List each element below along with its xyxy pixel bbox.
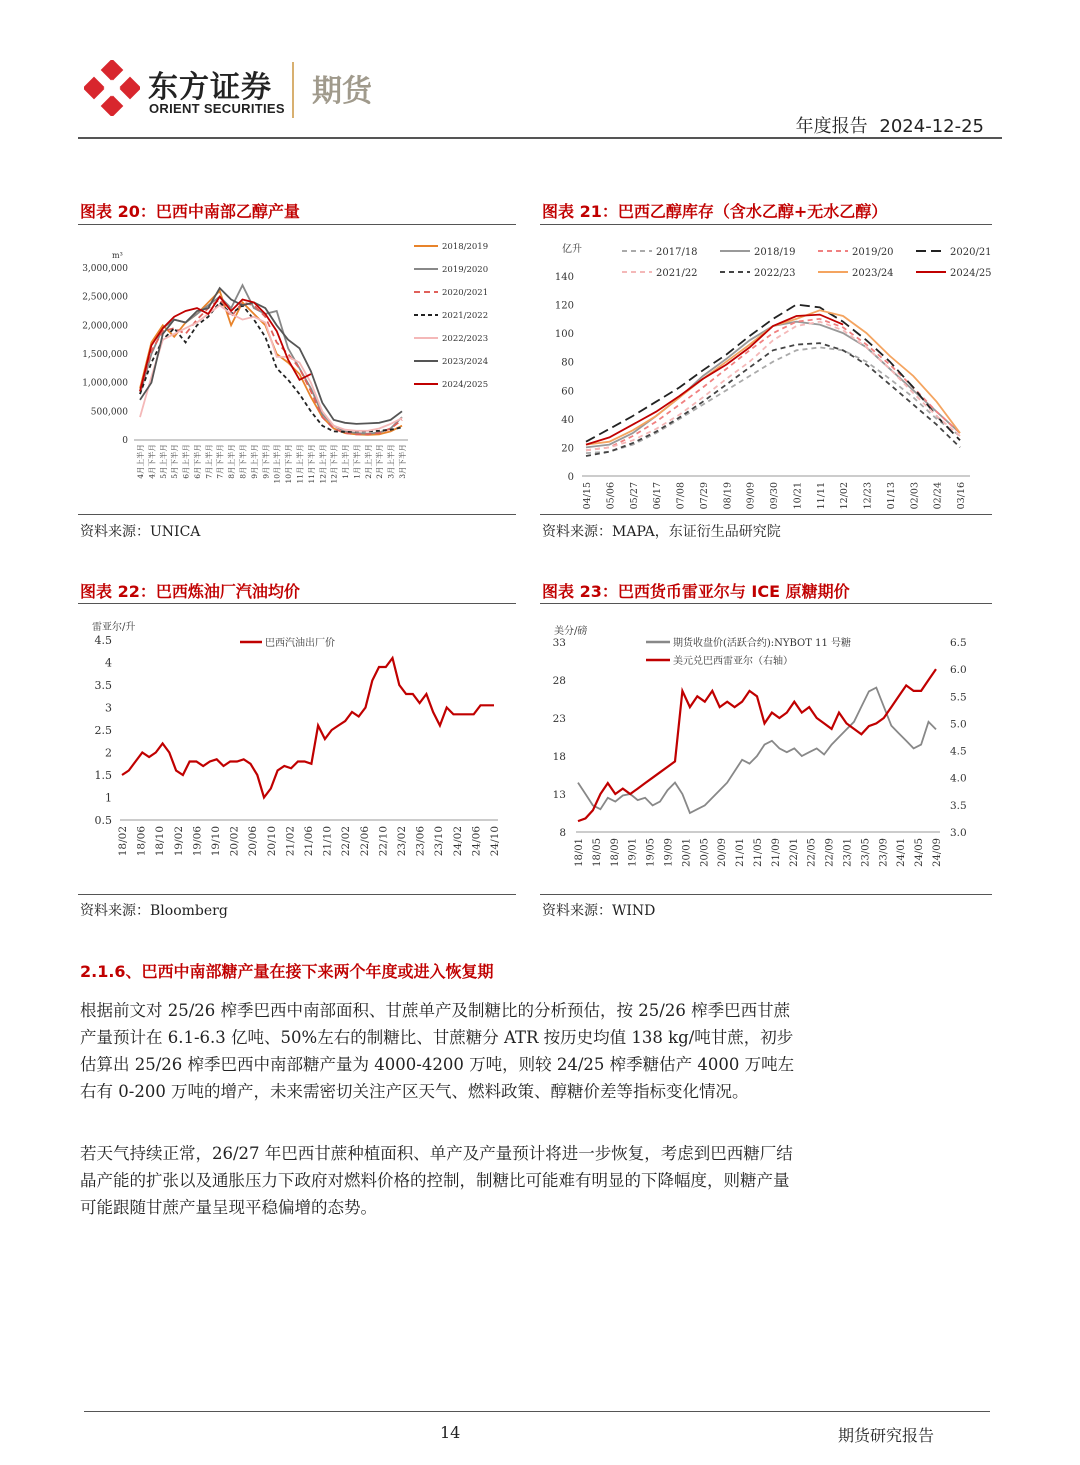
fig23-ytick-left: 33: [552, 637, 566, 649]
fig22-bottom-rule: [78, 894, 516, 895]
fig23-ytick-right: 6.5: [950, 637, 967, 649]
fig23-series-line: [578, 669, 936, 821]
fig21-ytick: 80: [561, 357, 574, 369]
fig23-legend-label: 期货收盘价(活跃合约):NYBOT 11 号糖: [673, 638, 852, 649]
fig22-xtick: 19/02: [172, 826, 185, 857]
report-date: 2024-12-25: [879, 116, 984, 137]
fig22-ytick: 2: [105, 746, 112, 760]
fig22-source: 资料来源：Bloomberg: [80, 903, 228, 919]
fig21-ytick: 40: [561, 414, 574, 426]
fig21-xtick: 10/21: [792, 482, 804, 510]
fig20-series-line: [140, 288, 402, 424]
fig23-unit-label: 美分/磅: [554, 626, 588, 637]
fig22-series-line: [122, 658, 494, 798]
fig21-xtick: 04/15: [582, 482, 593, 510]
fig23-xtick: 21/09: [770, 838, 782, 867]
header-rule: [78, 137, 1002, 139]
fig20-xtick: 11月下半月: [306, 444, 316, 484]
fig23-ytick-left: 8: [559, 827, 566, 839]
fig20-xtick: 7月上半月: [204, 444, 214, 479]
fig21-chart: [540, 228, 992, 510]
fig20-xtick: 8月上半月: [227, 444, 237, 479]
fig21-ytick: 140: [554, 272, 574, 283]
fig22-xtick: 22/06: [358, 826, 371, 857]
fig21-legend-label: 2021/22: [656, 268, 698, 279]
fig20-xtick: 12月上半月: [318, 444, 328, 484]
fig21-ytick: 20: [561, 443, 574, 455]
paragraph-1: 根据前文对 25/26 榨季巴西中南部面积、甘蔗单产及制糖比的分析预估，按 25/26 榨季巴西甘蔗产量预计在 6.1-6.3 亿吨、50%左右的制糖比、甘蔗糖分 ATR 按历史均值 138 kg/吨甘蔗，初步估算出 25/26 榨季巴西中南部糖产量为 4000-4200 万吨，则较 24/25 榨季糖估产 4000 万吨左右有 0-200 万吨的增产，未来需密切关注产区天气、燃料政策、醇糖价差等指标变化情况。: [80, 1001, 795, 1101]
fig20-series-line: [140, 285, 402, 434]
fig20-legend-label: 2021/2022: [442, 311, 489, 321]
fig23-chart: [540, 608, 992, 890]
fig20-xtick: 10月下半月: [284, 444, 294, 484]
fig20-xtick: 12月下半月: [329, 444, 339, 484]
fig20-xtick: 3月下半月: [398, 444, 407, 479]
fig22-xtick: 22/02: [340, 826, 353, 857]
fig22-xtick: 19/06: [191, 826, 204, 857]
fig22-ytick: 1.5: [94, 769, 112, 782]
fig21-legend-label: 2024/25: [950, 268, 992, 279]
fig20-xtick: 2月上半月: [363, 444, 373, 479]
fig23-bottom-rule: [540, 894, 992, 895]
fig22-xtick: 20/06: [247, 826, 260, 857]
fig21-xtick: 02/24: [932, 482, 944, 510]
fig23-xtick: 22/05: [806, 838, 818, 867]
fig23-xtick: 24/01: [896, 838, 908, 867]
fig22-xtick: 18/10: [154, 826, 167, 857]
fig20-xtick: 5月下半月: [170, 444, 180, 479]
fig20-legend-label: 2018/2019: [442, 242, 489, 252]
fig22-xtick: 21/02: [284, 826, 297, 857]
fig22-xtick: 23/10: [433, 826, 446, 857]
fig22-ytick: 4.5: [94, 634, 112, 647]
fig22-ytick: 0.5: [94, 814, 112, 827]
fig21-xtick: 05/06: [605, 482, 617, 510]
fig22-chart: [78, 608, 516, 890]
fig23-ytick-right: 4.0: [950, 772, 967, 785]
fig22-xtick: 23/06: [414, 826, 427, 857]
brand-sub: 期货: [312, 74, 372, 109]
fig20-bottom-rule: [78, 514, 516, 515]
section-title: 2.1.6、巴西中南部糖产量在接下来两个年度或进入恢复期: [80, 962, 494, 981]
fig21-legend-label: 2022/23: [754, 268, 796, 279]
fig23-ytick-right: 4.5: [950, 745, 967, 758]
fig22-xtick: 24/02: [451, 826, 464, 857]
fig23-xtick: 23/01: [842, 838, 854, 867]
fig23-xtick: 21/05: [753, 838, 764, 867]
fig23-ytick-right: 3.0: [950, 827, 967, 839]
fig23-xtick: 24/05: [914, 838, 926, 867]
fig23-title: 图表 23：巴西货币雷亚尔与 ICE 原糖期价: [542, 582, 850, 601]
fig21-xtick: 08/19: [722, 482, 734, 510]
fig20-xtick: 1月下半月: [352, 444, 362, 479]
fig21-series-line: [586, 315, 843, 445]
fig21-title: 图表 21：巴西乙醇库存（含水乙醇+无水乙醇）: [542, 202, 888, 221]
fig20-legend-label: 2019/2020: [442, 265, 489, 275]
fig23-ytick-left: 23: [552, 713, 566, 725]
fig20-legend-label: 2024/2025: [442, 380, 489, 390]
fig21-xtick: 02/03: [909, 482, 921, 510]
fig23-ytick-left: 18: [552, 751, 566, 763]
fig22-ytick: 1: [105, 791, 112, 805]
fig21-xtick: 09/30: [769, 482, 780, 510]
fig21-xtick: 06/17: [652, 482, 664, 510]
fig21-xtick: 09/09: [745, 482, 757, 510]
fig20-xtick: 6月下半月: [192, 444, 202, 479]
fig23-ytick-left: 28: [552, 675, 566, 687]
fig20-legend-label: 2023/2024: [442, 357, 489, 367]
fig21-legend-label: 2023/24: [852, 268, 894, 279]
fig20-title: 图表 20：巴西中南部乙醇产量: [80, 202, 300, 221]
fig23-xtick: 18/01: [574, 838, 585, 867]
fig20-xtick: 8月下半月: [238, 444, 248, 479]
logo-divider: [292, 62, 294, 118]
fig23-xtick: 22/09: [824, 838, 836, 867]
fig21-ytick: 100: [554, 329, 574, 341]
fig20-ytick: 500,000: [90, 407, 128, 418]
fig23-xtick: 19/01: [627, 838, 639, 867]
fig22-xtick: 21/06: [303, 826, 315, 857]
fig20-ytick: 0: [122, 436, 128, 446]
orient-securities-logo-icon: [84, 60, 140, 116]
fig21-ytick: 60: [561, 386, 574, 398]
fig21-legend-label: 2019/20: [852, 247, 894, 258]
fig21-xtick: 03/16: [956, 482, 967, 510]
fig20-xtick: 4月下半月: [147, 444, 157, 479]
fig22-xtick: 24/10: [489, 826, 501, 857]
fig23-source: 资料来源：WIND: [542, 903, 656, 919]
fig21-xtick: 12/23: [862, 482, 874, 510]
fig22-xtick: 23/02: [396, 826, 408, 857]
fig20-ytick: 2,000,000: [82, 321, 128, 332]
footer-rule: [84, 1411, 990, 1412]
fig23-xtick: 19/05: [645, 838, 657, 867]
fig20-ytick: 2,500,000: [82, 292, 128, 303]
fig22-top-rule: [78, 603, 516, 604]
fig20-xtick: 1月上半月: [341, 444, 351, 479]
fig23-xtick: 23/09: [878, 838, 890, 867]
fig21-legend-label: 2018/19: [754, 247, 796, 258]
fig21-series-line: [586, 347, 960, 453]
fig21-series-line: [586, 310, 960, 444]
fig23-ytick-right: 3.5: [950, 799, 967, 812]
fig20-xtick: 4月上半月: [136, 444, 145, 479]
report-meta: [796, 112, 984, 138]
fig20-ytick: 3,000,000: [82, 264, 128, 274]
fig23-ytick-right: 5.5: [950, 691, 967, 704]
fig21-xtick: 12/02: [839, 482, 851, 510]
fig20-unit-label: m³: [112, 251, 123, 260]
fig23-xtick: 22/01: [788, 838, 800, 867]
fig22-xtick: 20/02: [228, 826, 241, 857]
fig20-chart: [78, 228, 516, 510]
page-number: 14: [440, 1423, 461, 1442]
fig21-top-rule: [540, 224, 992, 225]
fig21-ytick: 0: [567, 472, 574, 483]
fig20-ytick: 1,000,000: [82, 378, 128, 389]
fig20-legend-label: 2020/2021: [442, 288, 489, 298]
fig21-xtick: 07/08: [675, 482, 687, 510]
fig22-ytick: 2.5: [94, 724, 112, 737]
fig22-xtick: 24/06: [470, 826, 483, 857]
fig21-xtick: 11/11: [815, 482, 827, 510]
fig22-xtick: 21/10: [321, 826, 334, 857]
fig21-xtick: 05/27: [628, 482, 640, 510]
fig22-xtick: 18/06: [135, 826, 148, 857]
fig20-xtick: 7月下半月: [215, 444, 225, 479]
fig21-xtick: 01/13: [885, 482, 897, 510]
fig21-series-line: [586, 322, 960, 451]
fig22-legend-label: 巴西汽油出厂价: [265, 638, 335, 649]
fig23-xtick: 23/05: [860, 838, 872, 867]
fig23-xtick: 18/05: [591, 838, 603, 867]
fig22-title: 图表 22：巴西炼油厂汽油均价: [80, 582, 300, 601]
fig23-xtick: 21/01: [735, 838, 747, 867]
fig23-xtick: 18/09: [609, 838, 621, 867]
fig22-ytick: 3: [105, 701, 112, 715]
fig23-xtick: 20/05: [699, 838, 711, 867]
fig20-xtick: 9月上半月: [249, 444, 259, 479]
fig20-xtick: 10月上半月: [272, 444, 282, 484]
fig20-ytick: 1,500,000: [82, 350, 128, 360]
fig20-legend-label: 2022/2023: [442, 334, 489, 344]
fig23-xtick: 20/01: [681, 838, 693, 867]
fig20-xtick: 3月上半月: [386, 444, 396, 479]
fig22-xtick: 20/10: [265, 826, 278, 857]
fig23-ytick-right: 5.0: [950, 718, 967, 731]
fig23-xtick: 24/09: [932, 838, 943, 867]
paragraph-2: 若天气持续正常，26/27 年巴西甘蔗种植面积、单产及产量预计将进一步恢复，考虑到巴西糖厂结晶产能的扩张以及通胀压力下政府对燃料价格的控制，制糖比可能难有明显的下降幅度，则糖产量可能跟随甘蔗产量呈现平稳偏增的态势。: [80, 1144, 793, 1217]
fig22-ytick: 3.5: [94, 679, 112, 692]
fig21-series-line: [586, 343, 960, 456]
fig21-ytick: 120: [554, 300, 574, 312]
brand-name-cn: 东方证券: [148, 70, 272, 105]
fig23-xtick: 19/09: [663, 838, 675, 867]
brand-name-en: ORIENT SECURITIES: [149, 101, 285, 116]
fig20-xtick: 11月上半月: [295, 444, 305, 484]
fig21-bottom-rule: [540, 514, 992, 515]
fig21-legend-label: 2017/18: [656, 247, 698, 258]
fig20-xtick: 5月上半月: [158, 444, 168, 479]
fig20-xtick: 6月上半月: [181, 444, 191, 479]
fig20-source: 资料来源：UNICA: [80, 524, 201, 540]
fig23-legend-label: 美元兑巴西雷亚尔（右轴）: [673, 656, 793, 667]
report-type: 年度报告: [795, 116, 868, 137]
fig20-xtick: 2月下半月: [375, 444, 385, 479]
fig21-source: 资料来源：MAPA，东证衍生品研究院: [542, 524, 781, 540]
header: [0, 0, 1080, 145]
fig23-ytick-right: 6.0: [950, 664, 967, 677]
fig20-xtick: 9月下半月: [261, 444, 271, 479]
fig20-series-line: [140, 300, 402, 435]
fig21-unit-label: 亿升: [562, 244, 582, 255]
fig21-legend-label: 2020/21: [950, 247, 992, 258]
fig23-top-rule: [540, 603, 992, 604]
fig22-ytick: 4: [105, 656, 112, 670]
fig20-top-rule: [78, 224, 516, 225]
footer-label: 期货研究报告: [838, 1426, 935, 1445]
fig23-ytick-left: 13: [552, 789, 566, 801]
fig21-xtick: 07/29: [698, 482, 710, 510]
fig22-unit-label: 雷亚尔/升: [92, 622, 136, 633]
fig22-xtick: 18/02: [117, 826, 129, 857]
fig22-xtick: 19/10: [210, 826, 222, 857]
fig22-xtick: 22/10: [377, 826, 390, 857]
fig23-xtick: 20/09: [717, 838, 729, 867]
